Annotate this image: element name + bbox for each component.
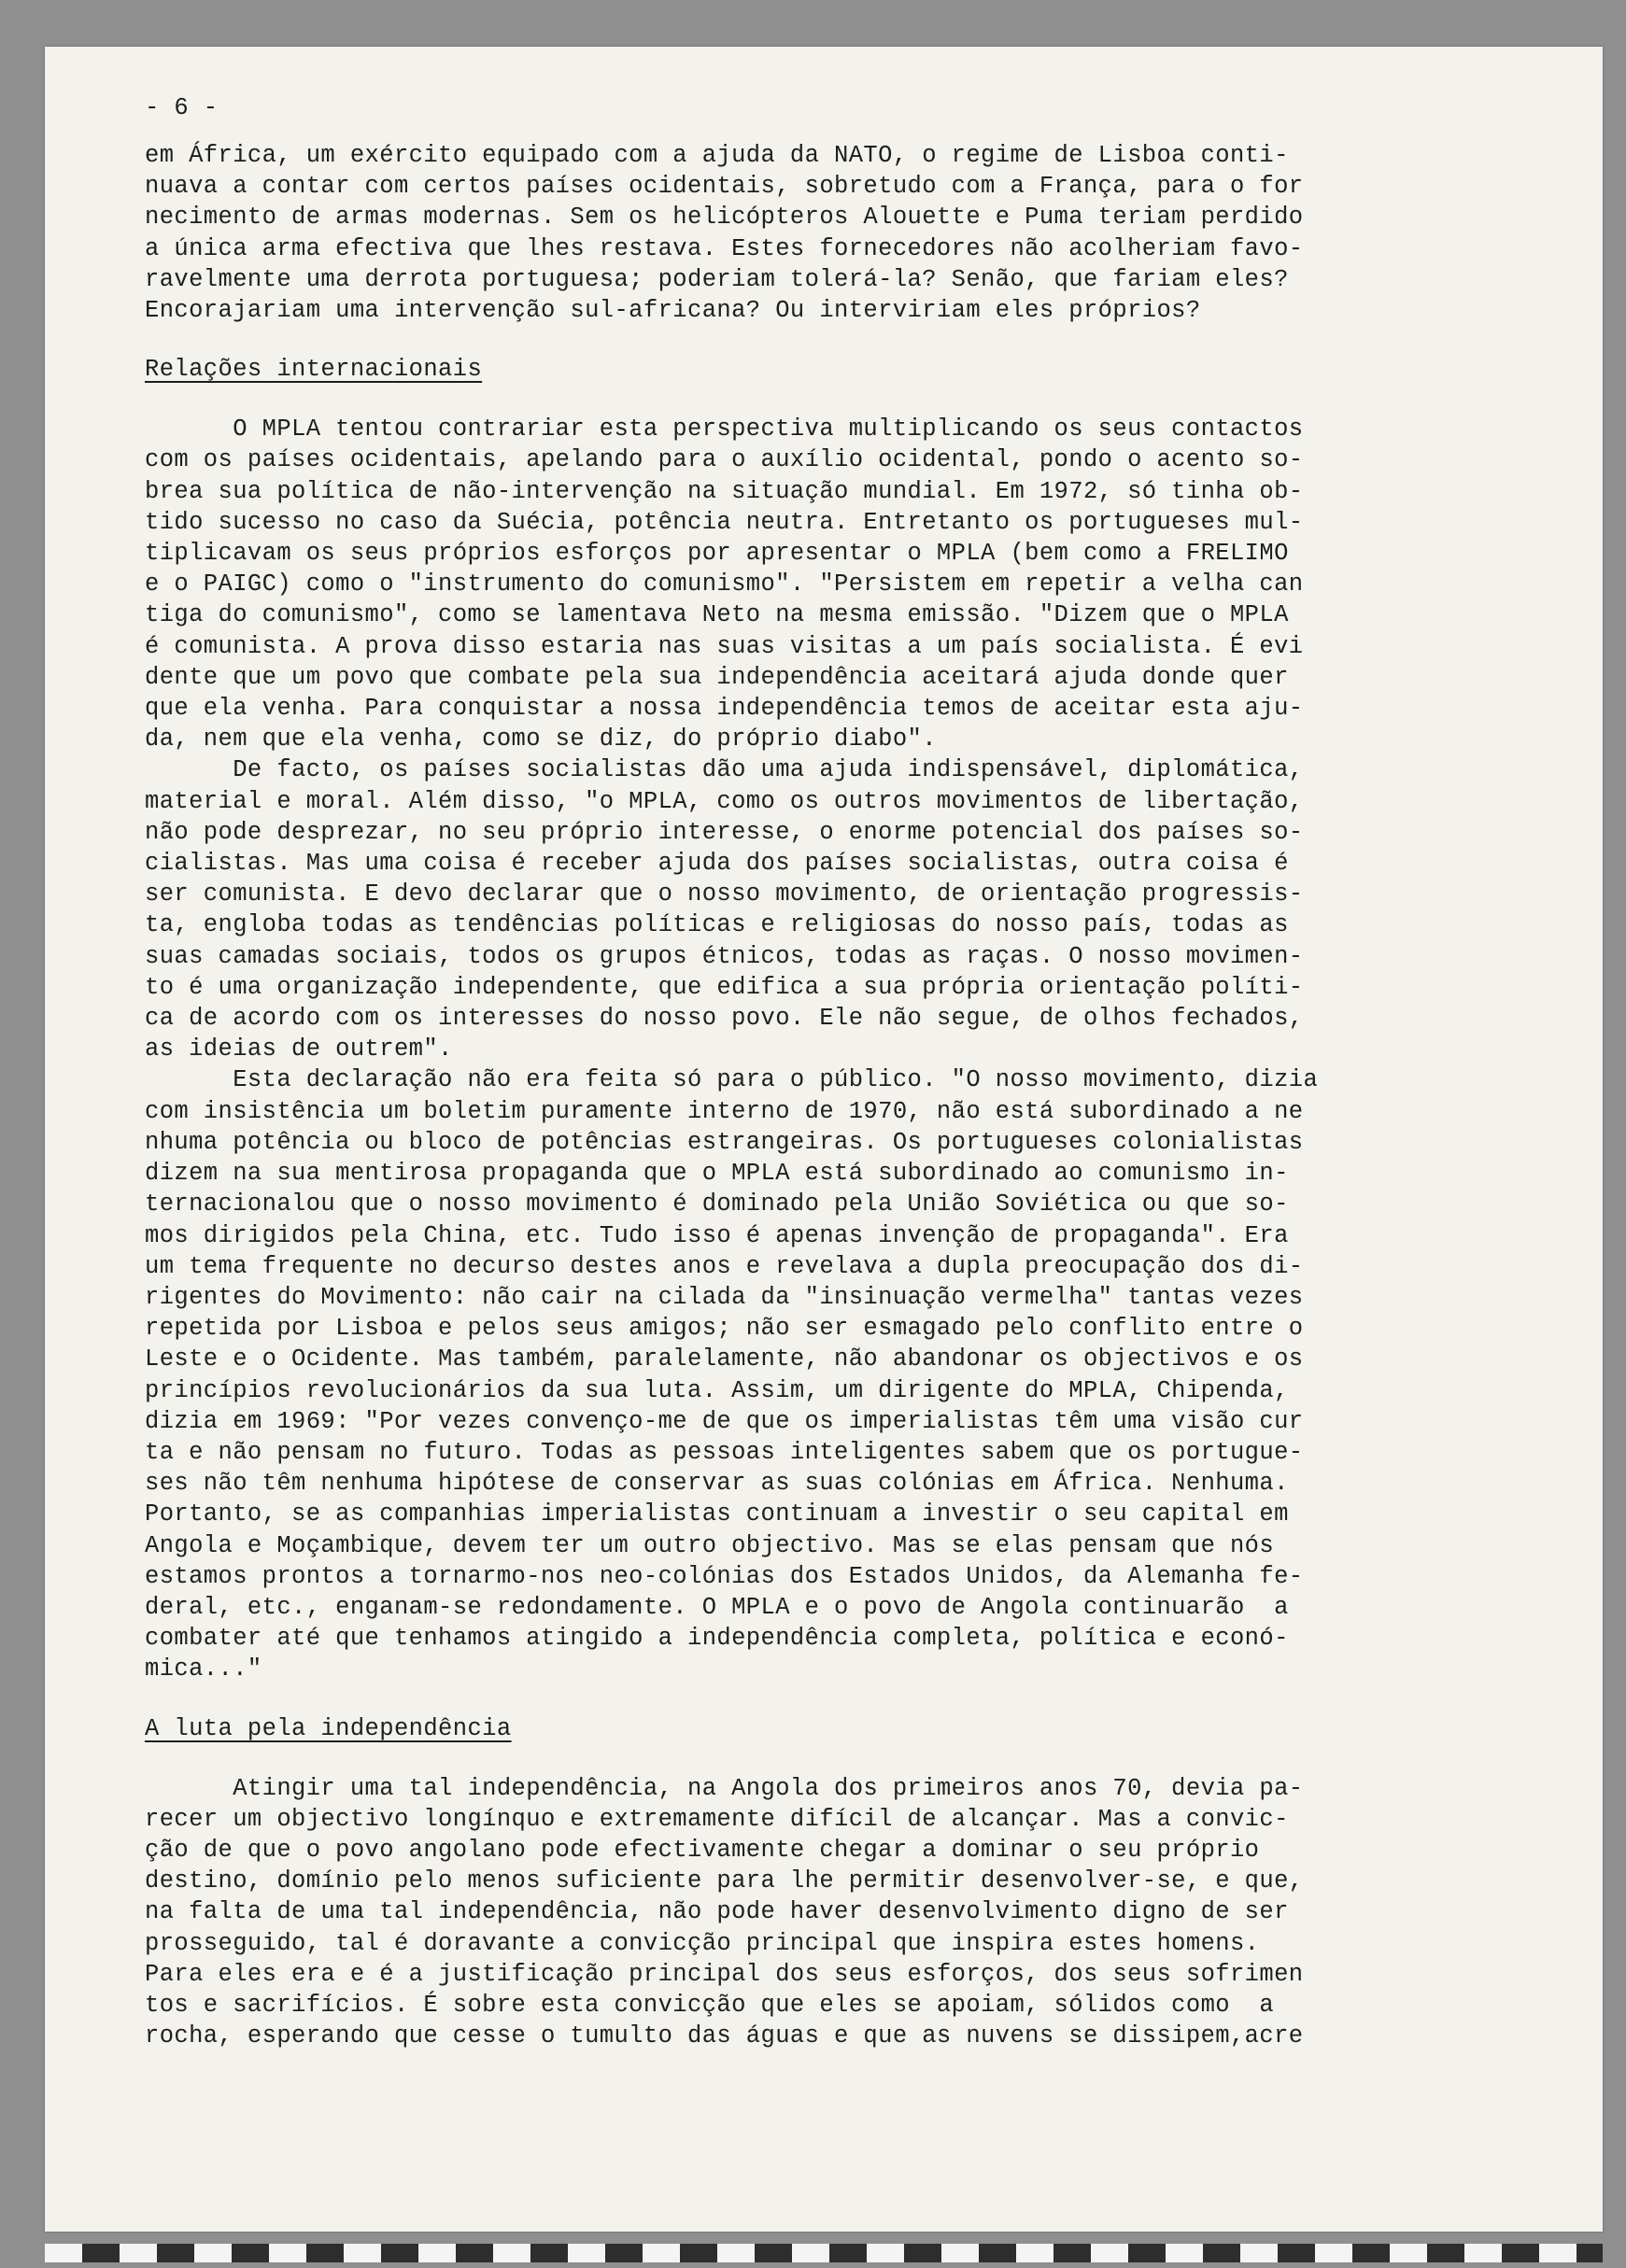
text-line: brea sua política de não-intervenção na situação mundial. Em 1972, só tinha ob- xyxy=(145,477,1304,505)
text-line: nuava a contar com certos países ocidentais, sobretudo com a França, para o for xyxy=(145,173,1304,201)
text-line: tiga do comunismo", como se lamentava Neto na mesma emissão. "Dizem que o MPLA xyxy=(145,601,1289,629)
text-line: ternacionalou que o nosso movimento é dominado pela União Soviética ou que so- xyxy=(145,1190,1289,1219)
text-line: com os países ocidentais, apelando para o auxílio ocidental, pondo o acento so- xyxy=(145,446,1304,474)
text-line: ta e não pensam no futuro. Todas as pessoas inteligentes sabem que os portugue- xyxy=(145,1438,1304,1466)
text-line: dizem na sua mentirosa propaganda que o MPLA está subordinado ao comunismo in- xyxy=(145,1160,1289,1188)
text-line: to é uma organização independente, que edifica a sua própria orientação políti- xyxy=(145,973,1304,1001)
text-line: com insistência um boletim puramente interno de 1970, não está subordinado a ne xyxy=(145,1097,1304,1125)
text-line: rocha, esperando que cesse o tumulto das águas e que as nuvens se dissipem,acre xyxy=(145,2022,1304,2050)
text-line: dente que um povo que combate pela sua independência aceitará ajuda donde quer xyxy=(145,663,1289,691)
paragraph xyxy=(145,140,1508,326)
document-body xyxy=(145,140,1508,2051)
paragraph xyxy=(145,414,1508,1684)
text-line: necimento de armas modernas. Sem os helicópteros Alouette e Puma teriam perdido xyxy=(145,204,1304,232)
text-line: De facto, os países socialistas dão uma ajuda indispensável, diplomática, xyxy=(145,756,1304,784)
text-line: que ela venha. Para conquistar a nossa independência temos de aceitar esta aju- xyxy=(145,695,1304,723)
text-line: as ideias de outrem". xyxy=(145,1035,453,1064)
text-line: destino, domínio pelo menos suficiente para lhe permitir desenvolver-se, e que, xyxy=(145,1867,1304,1895)
text-line: tido sucesso no caso da Suécia, potência neutra. Entretanto os portugueses mul- xyxy=(145,508,1304,536)
text-line: é comunista. A prova disso estaria nas suas visitas a um país socialista. É evi xyxy=(145,632,1304,660)
text-line: deral, etc., enganam-se redondamente. O MPLA e o povo de Angola continuarão a xyxy=(145,1593,1289,1621)
text-line: tos e sacrifícios. É sobre esta convicção que eles se apoiam, sólidos como a xyxy=(145,1991,1275,2019)
section-heading: Relações internacionais xyxy=(145,356,483,384)
text-line: Atingir uma tal independência, na Angola dos primeiros anos 70, devia pa- xyxy=(145,1774,1304,1802)
text-line: tiplicavam os seus próprios esforços por apresentar o MPLA (bem como a FRELIMO xyxy=(145,540,1289,568)
text-line: em África, um exército equipado com a ajuda da NATO, o regime de Lisboa conti- xyxy=(145,142,1289,169)
text-line: ses não têm nenhuma hipótese de conservar as suas colónias em África. Nenhuma. xyxy=(145,1470,1289,1498)
text-line: ravelmente uma derrota portuguesa; poderiam tolerá-la? Senão, que fariam eles? xyxy=(145,265,1289,293)
text-line: a única arma efectiva que lhes restava. Estes fornecedores não acolheriam favo- xyxy=(145,234,1304,262)
text-line: ta, engloba todas as tendências políticas e religiosas do nosso país, todas as xyxy=(145,911,1289,939)
text-line: mica..." xyxy=(145,1655,262,1683)
text-line: ção de que o povo angolano pode efectivamente chegar a dominar o seu próprio xyxy=(145,1836,1260,1864)
text-line: Angola e Moçambique, devem ter um outro objectivo. Mas se elas pensam que nós xyxy=(145,1531,1275,1559)
text-line: Para eles era e é a justificação principal dos seus esforços, dos seus sofrimen xyxy=(145,1960,1304,1988)
text-line: Portanto, se as companhias imperialistas continuam a investir o seu capital em xyxy=(145,1500,1289,1528)
text-line: combater até que tenhamos atingido a independência completa, política e econó- xyxy=(145,1625,1289,1653)
text-line: ser comunista. E devo declarar que o nosso movimento, de orientação progressis- xyxy=(145,880,1304,909)
text-line: repetida por Lisboa e pelos seus amigos; não ser esmagado pelo conflito entre o xyxy=(145,1315,1304,1343)
page-number: - 6 - xyxy=(145,94,219,121)
text-line: um tema frequente no decurso destes anos e revelava a dupla preocupação dos di- xyxy=(145,1252,1304,1280)
text-line: não pode desprezar, no seu próprio interesse, o enorme potencial dos países so- xyxy=(145,818,1304,846)
text-line: material e moral. Além disso, "o MPLA, como os outros movimentos de libertação, xyxy=(145,787,1304,815)
paragraph xyxy=(145,1773,1508,2052)
text-line: Leste e o Ocidente. Mas também, paralelamente, não abandonar os objectivos e os xyxy=(145,1345,1304,1373)
page-content xyxy=(145,92,1508,2051)
text-line: suas camadas sociais, todos os grupos étnicos, todas as raças. O nosso movimen- xyxy=(145,942,1304,970)
text-line: ca de acordo com os interesses do nosso povo. Ele não segue, de olhos fechados, xyxy=(145,1005,1304,1033)
text-line: e o PAIGC) como o "instrumento do comunismo". "Persistem em repetir a velha can xyxy=(145,571,1304,599)
section-heading: A luta pela independência xyxy=(145,1714,512,1742)
text-line: recer um objectivo longínquo e extremamente difícil de alcançar. Mas a convic- xyxy=(145,1805,1289,1833)
text-line: Esta declaração não era feita só para o público. "O nosso movimento, dizia xyxy=(145,1066,1319,1094)
text-line: Encorajariam uma intervenção sul-africana? Ou interviriam eles próprios? xyxy=(145,297,1201,325)
text-line: cialistas. Mas uma coisa é receber ajuda dos países socialistas, outra coisa é xyxy=(145,850,1289,878)
text-line: estamos prontos a tornarmo-nos neo-colónias dos Estados Unidos, da Alemanha fe- xyxy=(145,1562,1304,1590)
text-line: na falta de uma tal independência, não pode haver desenvolvimento digno de ser xyxy=(145,1898,1289,1926)
text-line: O MPLA tentou contrariar esta perspectiva multiplicando os seus contactos xyxy=(145,416,1304,444)
text-line: dizia em 1969: "Por vezes convenço-me de que os imperialistas têm uma visão cur xyxy=(145,1407,1304,1435)
text-line: nhuma potência ou bloco de potências estrangeiras. Os portugueses colonialistas xyxy=(145,1128,1304,1156)
text-line: rigentes do Movimento: não cair na cilada da "insinuação vermelha" tantas vezes xyxy=(145,1283,1304,1311)
text-line: princípios revolucionários da sua luta. Assim, um dirigente do MPLA, Chipenda, xyxy=(145,1376,1289,1404)
text-line: mos dirigidos pela China, etc. Tudo isso é apenas invenção de propaganda". Era xyxy=(145,1221,1289,1249)
scale-ruler xyxy=(45,2244,1603,2262)
text-line: da, nem que ela venha, como se diz, do próprio diabo". xyxy=(145,725,937,754)
text-line: prosseguido, tal é doravante a convicção principal que inspira estes homens. xyxy=(145,1929,1260,1957)
